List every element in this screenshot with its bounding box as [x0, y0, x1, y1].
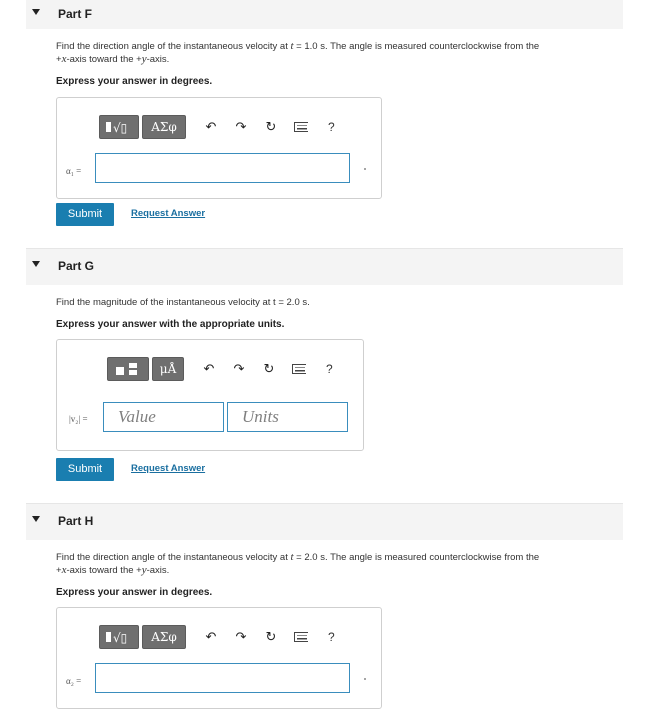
value-input[interactable]: Value [103, 402, 224, 432]
redo-icon[interactable]: ↷ [235, 629, 247, 644]
svg-text:√▯: √▯ [113, 631, 128, 645]
reset-icon[interactable]: ↻ [265, 119, 277, 134]
templates-icon [105, 119, 133, 135]
answer-box [56, 97, 382, 199]
submit-button[interactable]: Submit [56, 203, 114, 226]
variable-label: |v₂| = [69, 414, 88, 424]
math-toolbar [99, 113, 335, 141]
keyboard-icon[interactable] [294, 119, 308, 135]
redo-icon[interactable]: ↷ [233, 361, 245, 376]
variable-label: α₁ = [66, 166, 82, 176]
part-g-header[interactable] [26, 248, 623, 285]
question-text: Find the direction angle of the instantaneous velocity at t = 1.0 s. The angle is measured counterclockwise from the +x-axis toward the +y-axis. [56, 40, 540, 65]
request-answer-link[interactable]: Request Answer [131, 208, 206, 219]
answer-box [56, 607, 382, 709]
keyboard-icon[interactable] [294, 629, 308, 645]
reset-icon[interactable]: ↻ [263, 361, 275, 376]
units-input[interactable]: Units [227, 402, 348, 432]
instruction-text: Express your answer with the appropriate units. [56, 319, 285, 330]
instruction-text: Express your answer in degrees. [56, 587, 213, 598]
part-f-header[interactable] [26, 0, 623, 29]
templates-button[interactable] [107, 357, 149, 381]
answer-box [56, 339, 364, 451]
part-h-header[interactable] [26, 503, 623, 540]
undo-icon[interactable]: ↶ [205, 629, 217, 644]
reset-icon[interactable]: ↻ [265, 629, 277, 644]
instruction-text: Express your answer in degrees. [56, 76, 213, 87]
status-dot [364, 168, 366, 170]
units-button[interactable] [152, 357, 184, 381]
greek-symbols-icon: ΑΣφ [151, 630, 177, 644]
collapse-caret-icon[interactable] [32, 516, 40, 522]
greek-symbols-button[interactable] [142, 625, 186, 649]
templates-icon [105, 629, 133, 645]
part-title: Part H [58, 514, 94, 528]
request-answer-link[interactable]: Request Answer [131, 463, 206, 474]
status-dot [364, 678, 366, 680]
undo-icon[interactable]: ↶ [205, 119, 217, 134]
answer-input[interactable] [95, 663, 350, 693]
redo-icon[interactable]: ↷ [235, 119, 247, 134]
keyboard-icon[interactable] [292, 361, 306, 377]
math-toolbar [107, 355, 333, 383]
submit-button[interactable]: Submit [56, 458, 114, 481]
templates-icon [114, 361, 142, 377]
templates-button[interactable] [99, 115, 139, 139]
collapse-caret-icon[interactable] [32, 9, 40, 15]
help-icon[interactable]: ? [328, 630, 335, 644]
help-icon[interactable]: ? [326, 362, 333, 376]
question-text: Find the direction angle of the instantaneous velocity at t = 2.0 s. The angle is measured counterclockwise from the +x-axis toward the +y-axis. [56, 551, 540, 576]
math-toolbar [99, 623, 335, 651]
collapse-caret-icon[interactable] [32, 261, 40, 267]
units-icon: μÅ [159, 362, 177, 376]
part-title: Part F [58, 7, 93, 21]
answer-input[interactable] [95, 153, 350, 183]
templates-button[interactable] [99, 625, 139, 649]
greek-symbols-icon: ΑΣφ [151, 120, 177, 134]
variable-label: α₂ = [66, 676, 82, 686]
part-title: Part G [58, 259, 95, 273]
help-icon[interactable]: ? [328, 120, 335, 134]
undo-icon[interactable]: ↶ [203, 361, 215, 376]
greek-symbols-button[interactable] [142, 115, 186, 139]
question-text: Find the magnitude of the instantaneous velocity at t = 2.0 s. [56, 297, 310, 308]
svg-text:√▯: √▯ [113, 121, 128, 135]
